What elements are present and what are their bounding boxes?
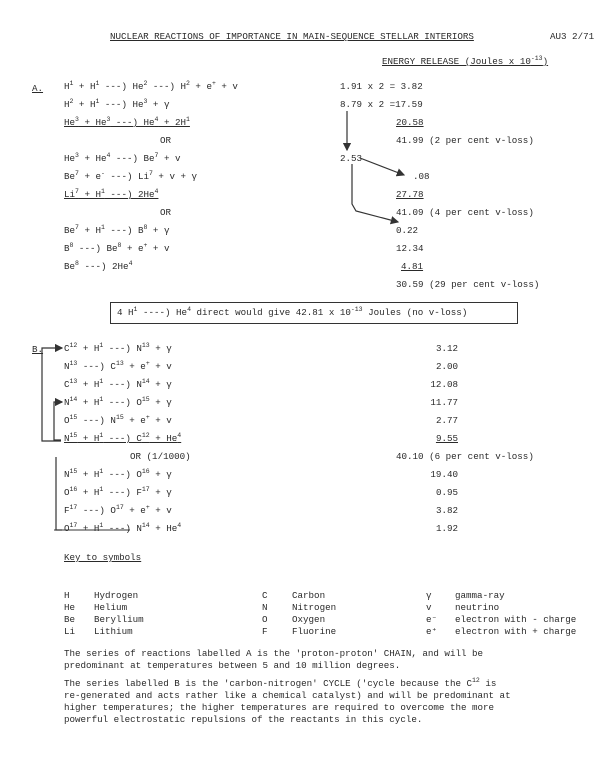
arrow-a-right-1 (360, 158, 404, 175)
energy-a2: 8.79 x 2 =17.59 (340, 99, 423, 110)
energy-a1: 1.91 x 2 = 3.82 (340, 81, 423, 92)
key-name-li: Lithium (94, 626, 133, 637)
paragraph-2-line-2: re-generated and acts rather like a chemical catalyst) and will be predominant at (64, 690, 511, 701)
paragraph-2-line-4: powerful electrostatic repulsions of the reactants in this cycle. (64, 714, 423, 725)
cycle-b-inner (54, 402, 62, 440)
energy-a9: 4.81 (401, 261, 424, 272)
energy-a6: 27.78 (396, 189, 424, 200)
reaction-a5: $Be^7 + e^-$ ---) $Li^7 + v + \gamma$ (64, 170, 198, 182)
key-name-neutrino: neutrino (455, 602, 500, 613)
energy-b1: 3.12 (435, 343, 458, 354)
key-sym-gamma: γ (426, 590, 432, 601)
energy-a4: 2.53 (340, 153, 363, 164)
key-sym-be: Be (64, 614, 76, 625)
key-sym-h: H (64, 590, 70, 601)
reaction-b8: $O^{16} + H^1$ ---) $F^{17} + \gamma$ (64, 486, 172, 498)
paragraph-1-line-2: predominant at temperatures between 5 and 10 million degrees. (64, 660, 401, 671)
reaction-a3: $He^3 + He^3$ ---) $He^4 + 2H^1$ (64, 116, 190, 128)
energy-b2: 2.00 (435, 361, 458, 372)
cycle-b-secondary (56, 457, 62, 530)
cycle-b-outer (42, 348, 62, 441)
energy-b7: 19.40 (430, 469, 458, 480)
reaction-a4: $He^3 + He^4$ ---) $Be^7 + v$ (64, 152, 181, 164)
key-sym-n: N (262, 602, 268, 613)
section-a-label: A. (32, 83, 44, 94)
reaction-a8: $B^8$ ---) $Be^8 + e^+ + v$ (64, 242, 170, 254)
arrow-a-right-2 (352, 164, 398, 222)
energy-a5: .08 (413, 171, 430, 182)
energy-a-total-2: 41.09 (4 per cent v-loss) (396, 207, 534, 218)
reaction-b7: $N^{15} + H^1$ ---) $O^{16} + \gamma$ (64, 468, 172, 480)
energy-b6: 9.55 (435, 433, 458, 444)
energy-a8: 12.34 (396, 243, 424, 254)
key-title: Key to symbols (64, 552, 142, 563)
key-name-gamma: gamma-ray (455, 590, 505, 601)
or-divider-1: OR (160, 135, 172, 146)
reaction-a7: $Be^7 + H^1$ ---) $B^8 + \gamma$ (64, 224, 170, 236)
document-reference: AU3 2/71 (550, 31, 595, 42)
energy-release-heading: ENERGY RELEASE (Joules x $10^{-13}$) (382, 55, 549, 67)
or-divider-b: OR (1/1000) (130, 451, 191, 462)
key-name-o: Oxygen (292, 614, 326, 625)
reaction-b5: $O^{15}$ ---) $N^{15} + e^+ + v$ (64, 414, 172, 426)
paragraph-2-line-3: higher temperatures; the higher temperatures are required to overcome the more (64, 702, 495, 713)
reaction-a6: $Li^7 + H^1$ ---) 2He$^4$ (64, 188, 159, 200)
reaction-a9: Be$^8$ ---) 2He$^4$ (64, 260, 133, 272)
key-name-be: Beryllium (94, 614, 144, 625)
section-b-label: B. (32, 344, 44, 355)
energy-b4: 11.77 (430, 397, 458, 408)
key-name-n: Nitrogen (292, 602, 337, 613)
reaction-b6: $N^{15} + H^1$ ---) $C^{12} + He^4$ (64, 432, 182, 444)
key-sym-li: Li (64, 626, 76, 637)
energy-b10: 1.92 (435, 523, 458, 534)
key-sym-electron-pos: e⁺ (426, 626, 438, 637)
reaction-b1: $C^{12} + H^1$ ---) $N^{13} + \gamma$ (64, 342, 172, 354)
direct-conversion-text: 4 $H^1$ ----) He$^4$ direct would give 42.81 x $10^{-13}$ Joules (no v-loss) (117, 306, 468, 318)
key-sym-he: He (64, 602, 76, 613)
key-sym-c: C (262, 590, 268, 601)
key-name-he: Helium (94, 602, 128, 613)
key-name-c: Carbon (292, 590, 326, 601)
energy-b-total: 40.10 (6 per cent v-loss) (396, 451, 534, 462)
reaction-b2: $N^{13}$ ---) $C^{13} + e^+ + v$ (64, 360, 172, 372)
key-sym-o: O (262, 614, 268, 625)
reaction-a1: $H^1 + H^1$ ---) He$^2$ ---) $H^2 + e^+ + v$ (64, 80, 238, 92)
key-name-h: Hydrogen (94, 590, 139, 601)
paragraph-1-line-1: The series of reactions labelled A is the 'proton-proton' CHAIN, and will be (64, 648, 484, 659)
energy-a-total-1: 41.99 (2 per cent v-loss) (396, 135, 534, 146)
reaction-b3: $C^{13} + H^1$ ---) $N^{14} + \gamma$ (64, 378, 172, 390)
key-sym-neutrino: v (426, 602, 432, 613)
energy-b9: 3.82 (435, 505, 458, 516)
key-name-electron-pos: electron with + charge (455, 626, 577, 637)
reaction-b10: $O^{17} + H^1$ ---) $N^{14} + He^4$ (64, 522, 182, 534)
paragraph-2-line-1: The series labelled B is the 'carbon-nitrogen' CYCLE ('cycle because the $C^{12}$ is (64, 677, 497, 689)
reaction-b4: $N^{14} + H^1$ ---) $O^{15} + \gamma$ (64, 396, 172, 408)
energy-b3: 12.08 (430, 379, 458, 390)
or-divider-2: OR (160, 207, 172, 218)
key-sym-electron-neg: e⁻ (426, 614, 438, 625)
energy-b5: 2.77 (435, 415, 458, 426)
energy-a3: 20.58 (396, 117, 424, 128)
energy-a-total-3: 30.59 (29 per cent v-loss) (396, 279, 540, 290)
reaction-a2: $H^2 + H^1$ ---) $He^3 + \gamma$ (64, 98, 170, 110)
energy-a7: 0.22 (396, 225, 419, 236)
key-name-electron-neg: electron with - charge (455, 614, 577, 625)
key-sym-f: F (262, 626, 268, 637)
reaction-b9: $F^{17}$ ---) $O^{17} + e^+ + v$ (64, 504, 172, 516)
key-name-f: Fluorine (292, 626, 337, 637)
energy-b8: 0.95 (435, 487, 458, 498)
page-title: NUCLEAR REACTIONS OF IMPORTANCE IN MAIN-SEQUENCE STELLAR INTERIORS (110, 31, 474, 42)
